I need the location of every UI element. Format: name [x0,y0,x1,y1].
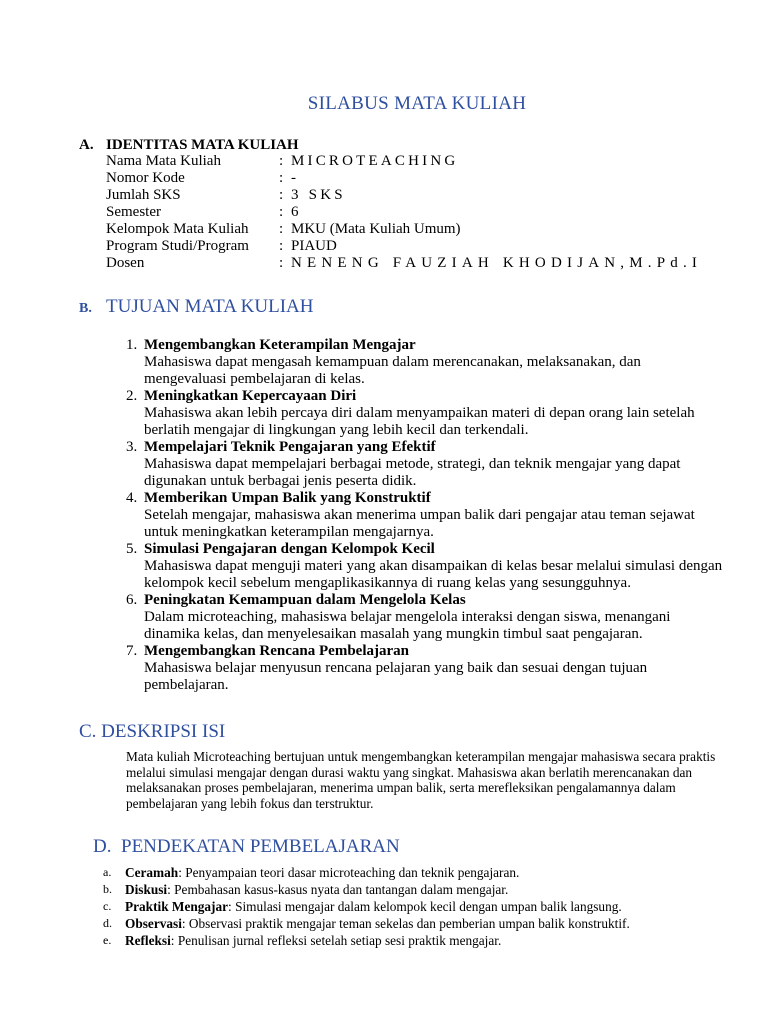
list-number: 4. [126,490,138,506]
description-paragraph: Mata kuliah Microteaching bertujuan untuk mengembangkan keterampilan mengajar mahasiswa secara praktis melalui simulasi mengajar dengan durasi waktu yang singkat. Mahasiswa akan berlatih merencanakan dan melaksanakan proses pembelajaran, menerima umpan balik, serta merefleksikan pengalamannya dalam pembelajaran yang lebih fokus dan terstruktur. [126,749,716,811]
approach-term: Ceramah [125,865,179,880]
list-item [126,643,726,694]
identity-value: MICROTEACHING [291,153,459,169]
goals-list [126,337,726,694]
section-a-letter: A. [79,137,94,153]
identity-colon: : [279,255,284,271]
identity-value: MKU (Mata Kuliah Umum) [291,221,461,237]
approach-list [103,864,723,949]
list-letter: a. [103,865,112,879]
section-d-title: PENDEKATAN PEMBELAJARAN [121,836,400,857]
document-title: SILABUS MATA KULIAH [307,93,527,114]
identity-colon: : [279,170,284,186]
section-b-title: TUJUAN MATA KULIAH [106,296,314,317]
identity-colon: : [279,153,284,169]
list-item [103,915,723,932]
identity-label: Semester [106,204,161,220]
goal-title: Mengembangkan Rencana Pembelajaran [144,643,409,659]
goal-text: Mahasiswa dapat mempelajari berbagai metode, strategi, dan teknik mengajar yang dapat digunakan untuk berbagai jenis peserta didik. [144,456,681,489]
approach-text: : Simulasi mengajar dalam kelompok kecil dengan umpan balik langsung. [228,899,622,914]
identity-label: Nama Mata Kuliah [106,153,221,169]
goal-text: Mahasiswa dapat menguji materi yang akan disampaikan di kelas besar melalui simulasi dengan kelompok kecil sebelum mengaplikasikannya di ruang kelas yang sesungguhnya. [144,558,723,591]
identity-colon: : [279,221,284,237]
identity-label: Program Studi/Program [106,238,249,254]
list-number: 6. [126,592,138,608]
list-item [126,388,726,439]
goal-title: Mempelajari Teknik Pengajaran yang Efektif [144,439,436,455]
identity-value: NENENG FAUZIAH KHODIJAN,M.Pd.I [291,255,703,271]
section-d-heading [93,836,400,858]
list-number: 3. [126,439,138,455]
list-item [126,490,726,541]
list-item [103,932,723,949]
goal-title: Memberikan Umpan Balik yang Konstruktif [144,490,431,506]
approach-term: Praktik Mengajar [125,899,229,914]
goal-text: Mahasiswa akan lebih percaya diri dalam menyampaikan materi di depan orang lain setelah berlatih mengajar di lingkungan yang lebih kecil dan terkendali. [144,405,695,438]
list-item [103,898,723,915]
identity-value: 6 [291,204,299,220]
list-item [103,881,723,898]
goal-text: Setelah mengajar, mahasiswa akan menerima umpan balik dari pengajar atau teman sejawat untuk meningkatkan keterampilan mengajarnya. [144,507,695,540]
approach-text: : Pembahasan kasus-kasus nyata dan tantangan dalam mengajar. [167,882,509,897]
section-d-letter: D. [93,836,112,857]
approach-text: : Penulisan jurnal refleksi setelah setiap sesi praktik mengajar. [170,933,502,948]
list-letter: b. [103,882,112,896]
approach-term: Observasi [125,916,182,931]
approach-text: : Penyampaian teori dasar microteaching dan teknik pengajaran. [178,865,520,880]
list-number: 5. [126,541,138,557]
goal-text: Mahasiswa belajar menyusun rencana pelajaran yang baik dan sesuai dengan tujuan pembelajaran. [144,660,648,693]
goal-title: Mengembangkan Keterampilan Mengajar [144,337,416,353]
list-number: 7. [126,643,138,659]
list-letter: c. [103,899,112,913]
identity-colon: : [279,238,284,254]
identity-colon: : [279,187,284,203]
goal-text: Mahasiswa dapat mengasah kemampuan dalam merencanakan, melaksanakan, dan mengevaluasi pembelajaran di kelas. [144,354,641,387]
list-item [126,439,726,490]
goal-title: Simulasi Pengajaran dengan Kelompok Kecil [144,541,435,557]
identity-label: Jumlah SKS [106,187,181,203]
identity-label: Dosen [106,255,145,271]
approach-text: : Observasi praktik mengajar teman sekelas dan pemberian umpan balik konstruktif. [181,916,630,931]
goal-text: Dalam microteaching, mahasiswa belajar mengelola interaksi dengan siswa, menangani dinamika kelas, dan menyelesaikan masalah yang mungkin timbul saat pengajaran. [144,609,671,642]
identity-label: Kelompok Mata Kuliah [106,221,249,237]
list-number: 2. [126,388,138,404]
approach-term: Refleksi [125,933,171,948]
list-letter: d. [103,916,112,930]
list-item [126,337,726,388]
list-letter: e. [103,933,112,947]
approach-term: Diskusi [125,882,168,897]
identity-value: - [291,170,296,186]
section-a-title: IDENTITAS MATA KULIAH [106,137,299,153]
section-c-heading: C. DESKRIPSI ISI [79,721,226,742]
goal-title: Meningkatkan Kepercayaan Diri [144,388,357,404]
list-item [103,864,723,881]
section-b-heading [79,296,313,318]
list-number: 1. [126,337,138,353]
identity-colon: : [279,204,284,220]
list-item [126,541,726,592]
identity-value: 3 SKS [291,187,346,203]
section-b-letter: B. [79,301,92,316]
identity-value: PIAUD [291,238,337,254]
section-a-heading [79,137,299,154]
identity-label: Nomor Kode [106,170,185,186]
list-item [126,592,726,643]
goal-title: Peningkatan Kemampuan dalam Mengelola Kelas [144,592,466,608]
